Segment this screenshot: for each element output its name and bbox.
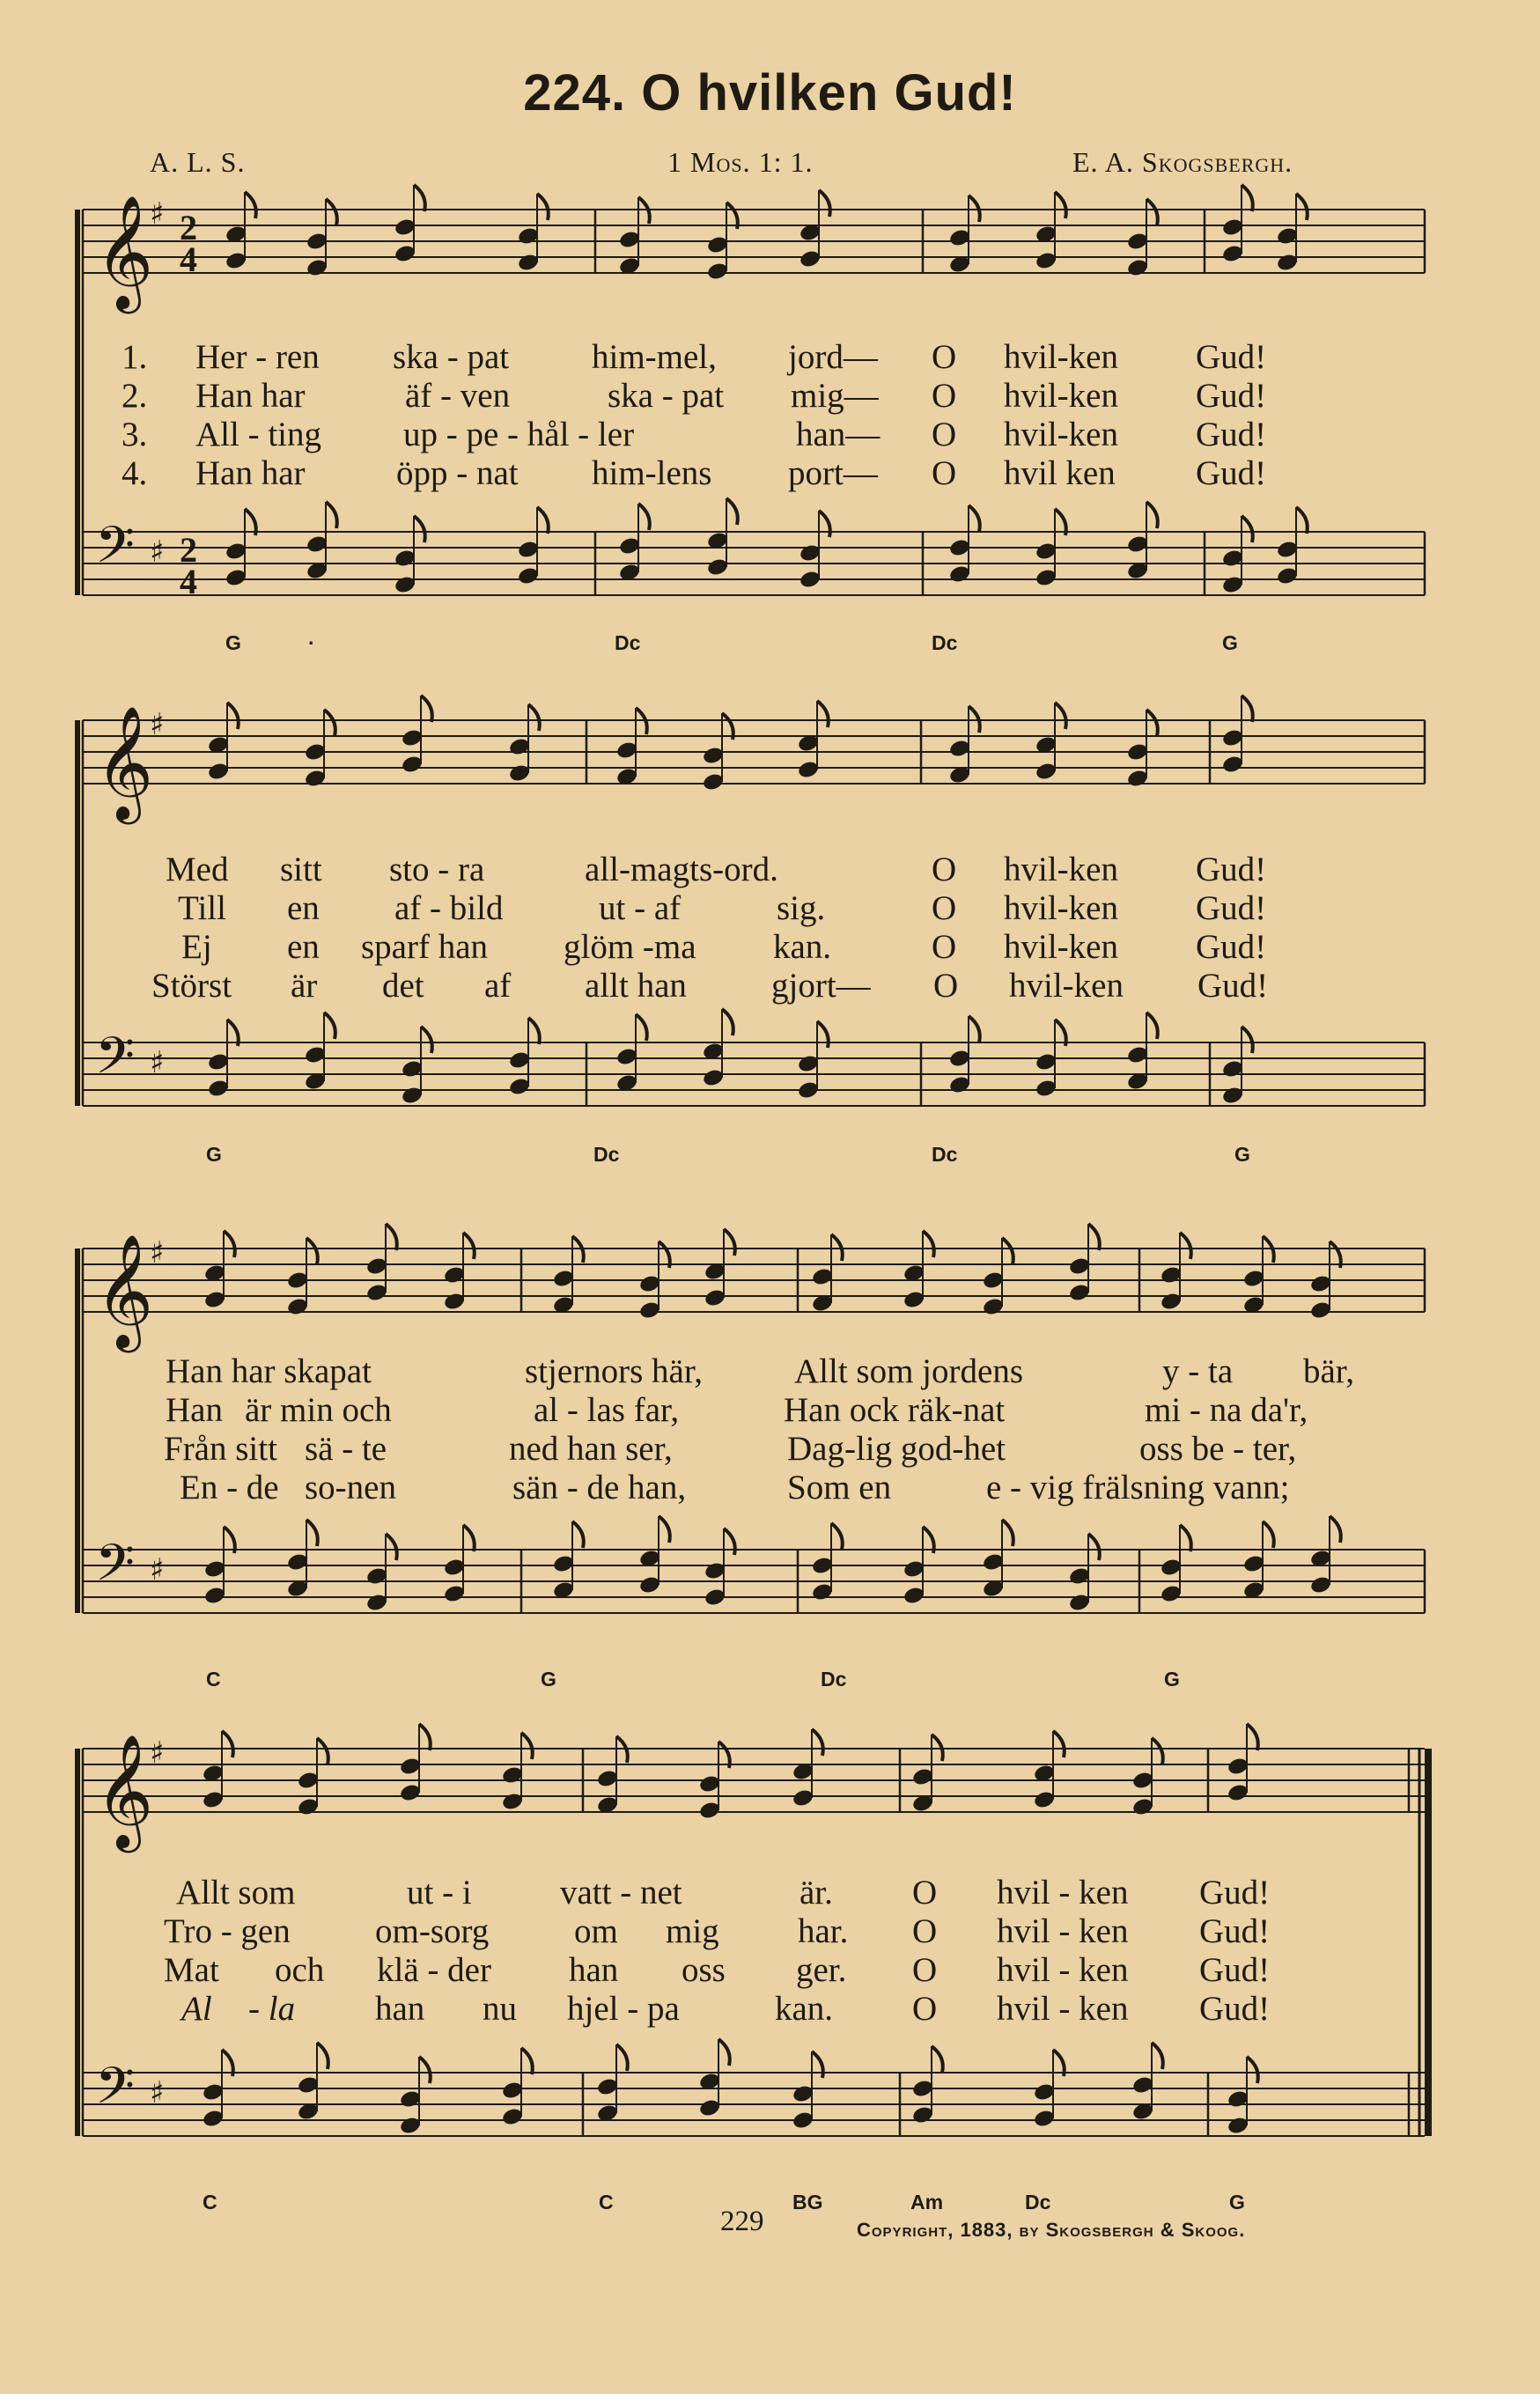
- note-flag: [326, 199, 337, 225]
- verse-number: 3.: [122, 416, 148, 453]
- note-flag: [1002, 1238, 1013, 1264]
- lyric-syllable: him-lens: [592, 454, 712, 492]
- lyric-line: [0, 338, 1540, 377]
- note-flag: [1242, 516, 1253, 542]
- note-flag: [1055, 703, 1066, 729]
- chord-line-system-1: [0, 631, 1540, 658]
- sharp-key-signature: ♯: [150, 1235, 165, 1271]
- lyric-syllable: O: [932, 889, 957, 927]
- lyric-syllable: up - pe - hål - ler: [403, 416, 635, 453]
- lyric-syllable: O: [932, 416, 957, 453]
- verse-number: 4.: [122, 454, 148, 492]
- lyric-syllable: Till: [178, 889, 226, 927]
- note-flag: [324, 710, 335, 736]
- lyric-syllable: är.: [799, 1874, 833, 1912]
- lyric-line: [0, 1990, 1540, 2029]
- note-flag: [528, 1018, 540, 1044]
- note-flag: [324, 1013, 335, 1039]
- lyric-syllable: hvil - ken: [997, 1951, 1129, 1989]
- lyric-syllable: hvil-ken: [1004, 851, 1118, 888]
- lyric-syllable: Dag-lig god-het: [787, 1430, 1006, 1468]
- lyric-syllable: hvil - ken: [997, 1874, 1129, 1912]
- lyric-syllable: af: [484, 967, 512, 1005]
- lyric-line: [0, 1352, 1540, 1391]
- lyric-syllable: mi - na da'r,: [1145, 1391, 1308, 1429]
- lyric-syllable: ger.: [796, 1951, 847, 1989]
- lyric-line: [0, 889, 1540, 928]
- lyric-syllable: Som en: [787, 1469, 892, 1506]
- lyric-syllable: är: [291, 967, 318, 1005]
- chord-symbol: Dc: [932, 631, 958, 654]
- lyric-syllable: Han har: [195, 454, 306, 492]
- lyric-syllable: han—: [796, 416, 881, 453]
- note-flag: [724, 1229, 735, 1256]
- lyric-syllable: hvil-ken: [1004, 338, 1118, 376]
- lyric-syllable: O: [912, 1912, 938, 1950]
- note-flag: [463, 1233, 475, 1259]
- note-flag: [1263, 1521, 1274, 1548]
- time-signature-bottom: 4: [180, 562, 197, 601]
- lyric-syllable: Ej: [181, 928, 212, 966]
- note-flag: [819, 190, 830, 217]
- note-flag: [421, 696, 432, 722]
- chord-symbol: G: [1164, 1668, 1180, 1691]
- chord-symbol: G: [206, 1143, 222, 1166]
- lyric-syllable: ned han ser,: [509, 1430, 673, 1468]
- note-flag: [831, 1523, 843, 1550]
- lyric-syllable: O: [933, 967, 959, 1005]
- bass-clef: 𝄢: [95, 1026, 136, 1098]
- sharp-key-signature: ♯: [150, 1552, 165, 1587]
- note-flag: [923, 1231, 934, 1257]
- chord-line-system-3: [0, 1668, 1540, 1694]
- lyric-syllable: ut - i: [407, 1874, 472, 1912]
- scripture-reference: 1 Mos. 1: 1.: [667, 146, 814, 178]
- chord-line-system-4: [0, 2191, 1540, 2217]
- lyric-syllable: ska - pat: [608, 377, 725, 415]
- lyric-syllable: kan.: [775, 1990, 834, 2028]
- chord-symbol: BG: [792, 2191, 823, 2214]
- lyric-syllable: Gud!: [1196, 928, 1267, 966]
- note-flag: [1088, 1224, 1100, 1250]
- page-number: 229: [720, 2206, 764, 2237]
- note-flag: [1296, 194, 1308, 220]
- chord-symbol: Dc: [615, 631, 641, 654]
- lyric-line: [0, 967, 1540, 1005]
- chord-symbol: C: [206, 1668, 221, 1691]
- lyric-syllable: ut - af: [599, 889, 682, 927]
- note-flag: [521, 2048, 533, 2074]
- lyric-line: [0, 1951, 1540, 1990]
- sharp-key-signature: ♯: [150, 1735, 165, 1771]
- lyric-syllable: mig: [666, 1912, 719, 1950]
- lyric-syllable: En - de: [180, 1469, 279, 1506]
- note-flag: [537, 507, 549, 534]
- chord-line-system-2: [0, 1143, 1540, 1169]
- note-flag: [1180, 1525, 1191, 1551]
- note-flag: [1296, 507, 1308, 534]
- chord-symbol: C: [599, 2191, 614, 2214]
- note-flag: [528, 704, 540, 731]
- lyric-syllable: sto - ra: [389, 851, 485, 888]
- lyric-syllable: ska - pat: [393, 338, 510, 376]
- note-flag: [1088, 1534, 1100, 1560]
- composer-credit: E. A. Skogsbergh.: [1072, 146, 1293, 178]
- hymn-title: 224. O hvilken Gud!: [523, 64, 1017, 122]
- note-flag: [421, 1027, 432, 1053]
- note-flag: [659, 1516, 670, 1543]
- note-flag: [414, 185, 425, 211]
- note-flag: [326, 502, 337, 528]
- lyric-syllable: Gud!: [1196, 851, 1267, 888]
- lyric-syllable: äf - ven: [405, 377, 511, 415]
- lyric-syllable: Gud!: [1199, 1874, 1271, 1912]
- lyric-syllable: al - las far,: [534, 1391, 680, 1429]
- lyric-syllable: af - bild: [394, 889, 504, 927]
- lyric-syllable: Gud!: [1199, 1990, 1271, 2028]
- lyric-line: [0, 416, 1540, 454]
- note-flag: [636, 1014, 647, 1041]
- lyric-line: [0, 928, 1540, 967]
- sharp-key-signature: ♯: [150, 534, 165, 570]
- lyric-syllable: hvil-ken: [1009, 967, 1124, 1005]
- lyric-syllable: hvil-ken: [1004, 377, 1118, 415]
- lyric-syllable: oss be - ter,: [1139, 1430, 1297, 1468]
- note-flag: [932, 2046, 943, 2073]
- lyric-syllable: sä - te: [305, 1430, 387, 1468]
- note-flag: [317, 2043, 328, 2069]
- time-signature-top: 2: [180, 530, 197, 570]
- lyric-syllable: y - ta: [1162, 1352, 1234, 1390]
- lyric-syllable: All - ting: [195, 416, 321, 453]
- lyric-syllable: om: [574, 1912, 618, 1950]
- lyric-syllable: Gud!: [1196, 889, 1267, 927]
- chord-symbol: G: [225, 631, 241, 654]
- lyric-syllable: allt han: [585, 967, 687, 1005]
- lyric-syllable: nu: [483, 1990, 517, 2028]
- chord-symbol: G: [1222, 631, 1238, 654]
- lyric-syllable: Gud!: [1196, 338, 1267, 376]
- note-flag: [537, 194, 549, 220]
- lyric-syllable: Gud!: [1196, 454, 1267, 492]
- note-flag: [616, 2044, 628, 2071]
- lyric-syllable: O: [932, 377, 957, 415]
- lyric-syllable: kan.: [773, 928, 832, 966]
- lyric-syllable: Tro - gen: [164, 1912, 291, 1950]
- lyric-line: [0, 1912, 1540, 1951]
- note-flag: [419, 1724, 431, 1750]
- lyric-syllable: han: [569, 1951, 619, 1989]
- copyright-notice: Copyright, 1883, by Skogsbergh & Skoog.: [857, 2219, 1246, 2241]
- chord-symbol: Dc: [593, 1143, 620, 1166]
- note-flag: [1180, 1233, 1191, 1259]
- note-flag: [463, 1525, 475, 1551]
- note-flag: [724, 1528, 735, 1555]
- lyric-syllable: vatt - net: [560, 1874, 682, 1912]
- lyric-syllable: Han: [166, 1391, 223, 1429]
- lyric-syllable: har.: [798, 1912, 849, 1950]
- note-flag: [306, 1520, 318, 1546]
- lyric-syllable: O: [912, 1990, 938, 2028]
- bass-clef: 𝄢: [95, 2056, 136, 2128]
- lyric-syllable: O: [912, 1874, 938, 1912]
- lyric-line: [0, 1874, 1540, 1912]
- lyric-syllable: Han har: [195, 377, 306, 415]
- lyric-syllable: Gud!: [1197, 967, 1269, 1005]
- note-flag: [819, 511, 830, 537]
- note-flag: [224, 1231, 235, 1257]
- note-flag: [245, 192, 256, 218]
- note-flag: [572, 1521, 584, 1548]
- note-flag: [1330, 1516, 1341, 1543]
- lyric-syllable: O: [932, 454, 957, 492]
- lyric-syllable: port—: [788, 454, 878, 492]
- chord-symbol: G: [1234, 1143, 1250, 1166]
- note-flag: [1242, 1027, 1253, 1053]
- lyric-syllable: O: [912, 1951, 938, 1989]
- chord-symbol: Dc: [932, 1143, 958, 1166]
- note-flag: [1152, 1738, 1163, 1764]
- note-flag: [1146, 502, 1158, 528]
- lyric-syllable: hvil-ken: [1004, 889, 1118, 927]
- note-flag: [1146, 710, 1158, 736]
- lyric-syllable: glöm -ma: [564, 928, 696, 966]
- note-flag: [1146, 1013, 1158, 1039]
- lyric-line: [0, 851, 1540, 889]
- lyric-syllable: klä - der: [377, 1951, 491, 1989]
- lyric-syllable: stjernors här,: [525, 1352, 704, 1390]
- note-flag: [812, 2051, 823, 2078]
- lyric-syllable: Her - ren: [195, 338, 320, 376]
- lyric-syllable: so-nen: [305, 1469, 396, 1506]
- lyric-syllable: mig—: [791, 377, 879, 415]
- lyric-syllable: hvil - ken: [997, 1990, 1129, 2028]
- note-flag: [386, 1224, 397, 1250]
- lyric-syllable: - la: [248, 1990, 296, 2028]
- lyric-syllable: hvil-ken: [1004, 928, 1118, 966]
- lyric-line: [0, 454, 1540, 493]
- lyric-syllable: O: [932, 338, 957, 376]
- lyric-syllable: O: [932, 928, 957, 966]
- treble-clef: 𝄞: [95, 1234, 154, 1348]
- author-credit: A. L. S.: [150, 146, 246, 178]
- lyric-syllable: en: [287, 928, 320, 966]
- lyric-syllable: hvil-ken: [1004, 416, 1118, 453]
- treble-clef: 𝄞: [95, 195, 154, 309]
- lyric-line: [0, 1430, 1540, 1469]
- lyric-syllable: Gud!: [1199, 1951, 1271, 1989]
- note-flag: [1002, 1520, 1013, 1546]
- lyric-syllable: Allt som: [176, 1874, 296, 1912]
- note-flag: [718, 2039, 730, 2066]
- note-flag: [722, 1009, 733, 1035]
- note-flag: [969, 1016, 980, 1042]
- bass-clef: 𝄢: [95, 515, 136, 587]
- lyric-syllable: Allt som jordens: [794, 1352, 1023, 1390]
- lyric-syllable: han: [375, 1990, 425, 2028]
- lyric-line: [0, 377, 1540, 416]
- lyric-syllable: hvil ken: [1004, 454, 1116, 492]
- note-flag: [1053, 1731, 1065, 1757]
- time-signature-bottom: 4: [180, 239, 197, 279]
- lyric-syllable: hjel - pa: [567, 1990, 680, 2028]
- chord-symbol: ·: [308, 631, 315, 654]
- lyric-syllable: e - vig frälsning vann;: [986, 1469, 1290, 1506]
- lyric-syllable: det: [382, 967, 424, 1005]
- bass-clef: 𝄢: [95, 1533, 136, 1605]
- note-flag: [1146, 199, 1158, 225]
- note-flag: [969, 505, 980, 532]
- lyric-line: [0, 1391, 1540, 1430]
- lyric-syllable: gjort—: [771, 967, 871, 1005]
- chord-symbol: Am: [910, 2191, 944, 2214]
- lyric-syllable: öpp - nat: [396, 454, 519, 492]
- lyric-syllable: om-sorg: [375, 1912, 490, 1950]
- chord-symbol: Dc: [821, 1668, 847, 1691]
- note-flag: [386, 1534, 397, 1560]
- note-flag: [1247, 2057, 1258, 2083]
- lyric-syllable: är min och: [245, 1391, 392, 1429]
- lyric-syllable: oss: [682, 1951, 726, 1989]
- lyric-syllable: Gud!: [1199, 1912, 1271, 1950]
- lyric-syllable: sparf han: [361, 928, 489, 966]
- note-flag: [726, 498, 738, 525]
- sharp-key-signature: ♯: [150, 2075, 165, 2110]
- time-signature-top: 2: [180, 208, 197, 247]
- lyric-syllable: all-magts-ord.: [585, 851, 778, 888]
- lyric-syllable: Han har skapat: [166, 1352, 372, 1390]
- lyric-syllable: Al: [181, 1990, 212, 2028]
- verse-number: 2.: [122, 377, 148, 415]
- note-flag: [1152, 2043, 1163, 2069]
- note-flag: [222, 1731, 233, 1757]
- note-flag: [521, 1733, 533, 1759]
- note-flag: [227, 703, 239, 729]
- lyric-syllable: och: [275, 1951, 325, 1989]
- verse-number: 1.: [122, 338, 148, 376]
- note-flag: [812, 1729, 823, 1756]
- lyric-syllable: bär,: [1303, 1352, 1354, 1390]
- lyric-syllable: Han ock räk-nat: [784, 1391, 1006, 1429]
- note-flag: [414, 516, 425, 542]
- note-flag: [317, 1738, 328, 1764]
- note-flag: [638, 504, 650, 530]
- note-flag: [1242, 696, 1253, 722]
- chord-symbol: G: [1229, 2191, 1245, 2214]
- lyric-syllable: Gud!: [1196, 377, 1267, 415]
- lyric-syllable: O: [932, 851, 957, 888]
- sharp-key-signature: ♯: [150, 196, 165, 232]
- lyric-syllable: Gud!: [1196, 416, 1267, 453]
- sharp-key-signature: ♯: [150, 1045, 165, 1080]
- note-flag: [306, 1238, 318, 1264]
- chord-symbol: C: [203, 2191, 217, 2214]
- lyric-syllable: sitt: [280, 851, 322, 888]
- lyric-syllable: hvil - ken: [997, 1912, 1129, 1950]
- treble-clef: 𝄞: [95, 1734, 154, 1848]
- sharp-key-signature: ♯: [150, 707, 165, 742]
- note-flag: [1242, 185, 1253, 211]
- chord-symbol: G: [541, 1668, 556, 1691]
- treble-clef: 𝄞: [95, 705, 154, 820]
- lyric-syllable: sig.: [777, 889, 826, 927]
- note-flag: [1055, 192, 1066, 218]
- lyric-syllable: Med: [166, 851, 229, 888]
- lyric-syllable: jord—: [788, 338, 878, 376]
- lyric-line: [0, 1469, 1540, 1507]
- lyric-syllable: him-mel,: [592, 338, 717, 376]
- lyric-syllable: en: [287, 889, 320, 927]
- lyric-syllable: Från sitt: [164, 1430, 277, 1468]
- lyric-syllable: sän - de han,: [512, 1469, 687, 1506]
- note-flag: [817, 701, 829, 727]
- lyric-syllable: Mat: [164, 1951, 219, 1989]
- note-flag: [817, 1021, 829, 1048]
- lyric-syllable: Störst: [151, 967, 232, 1005]
- note-flag: [1247, 1724, 1258, 1750]
- chord-symbol: Dc: [1025, 2191, 1051, 2214]
- note-flag: [419, 2057, 431, 2083]
